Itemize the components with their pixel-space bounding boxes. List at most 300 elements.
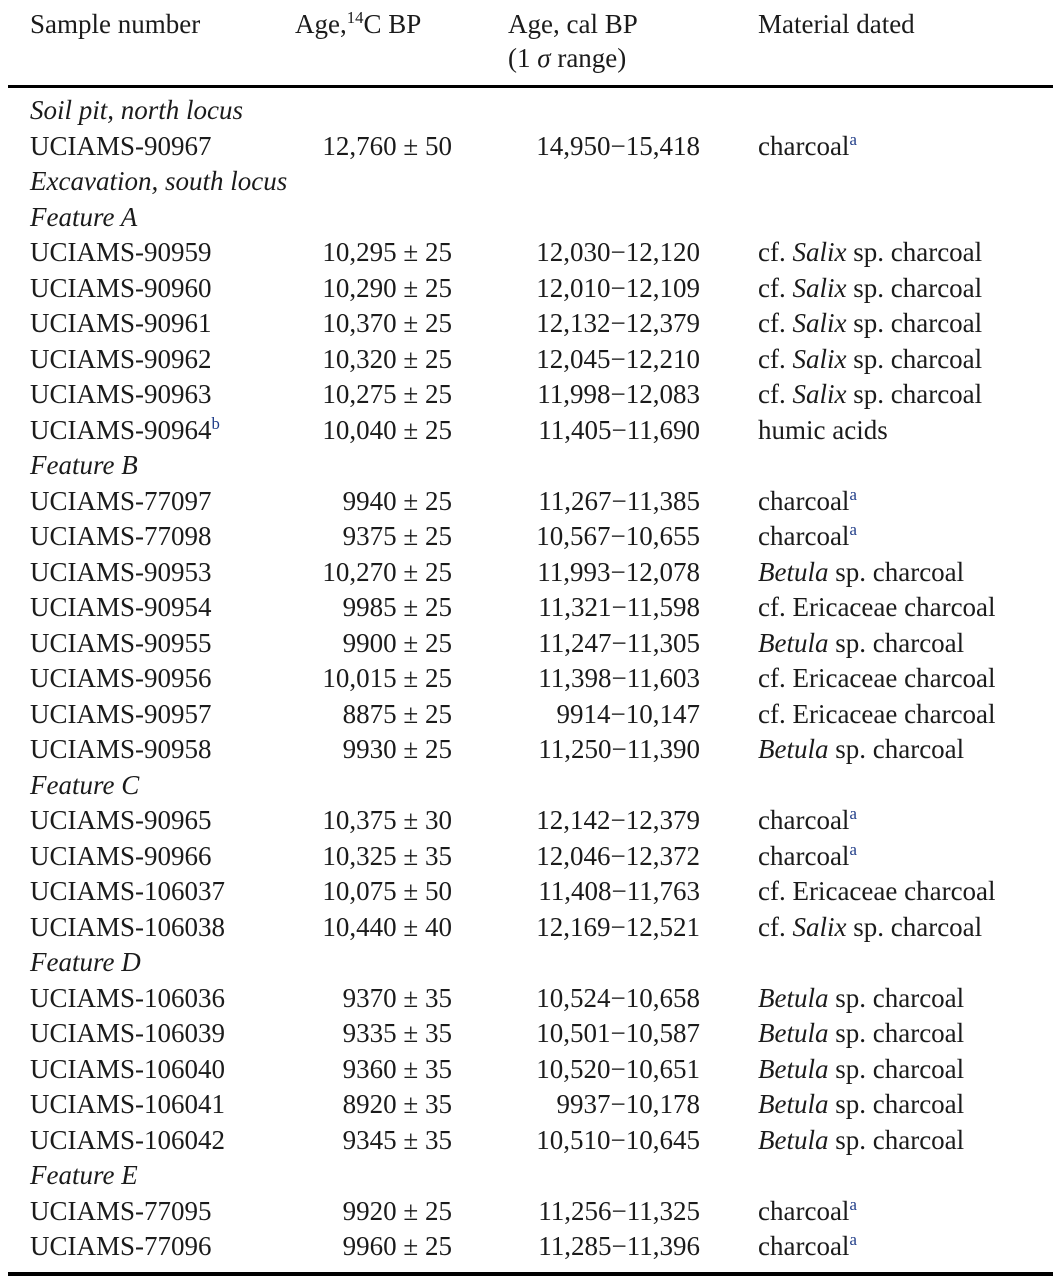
- cell-age-cal-bp: [508, 519, 758, 555]
- text-run: 10,524−10,658: [536, 982, 700, 1013]
- cell-material-dated: [758, 803, 1053, 839]
- text-run: 11,405−11,690: [538, 414, 700, 445]
- footnote-marker[interactable]: a: [849, 520, 857, 539]
- text-run: Betula: [758, 556, 829, 587]
- cell-material-dated: [758, 235, 1053, 271]
- section-label: [8, 448, 1053, 484]
- text-run: Material dated: [758, 9, 915, 39]
- section-label: [8, 87, 1053, 129]
- cell-age-cal-bp: [508, 1087, 758, 1123]
- text-run: UCIAMS-90958: [30, 734, 212, 764]
- section-label: [8, 164, 1053, 200]
- section-row: [8, 87, 1053, 129]
- cell-material-dated: [758, 910, 1053, 946]
- text-run: charcoal: [758, 1231, 850, 1261]
- text-run: UCIAMS-77095: [30, 1195, 212, 1226]
- cell-age-14c-bp: [295, 981, 508, 1017]
- text-run: 9930 ± 25: [342, 734, 452, 764]
- text-run: humic acids: [758, 414, 888, 445]
- data-row: [8, 661, 1053, 697]
- superscript: 14: [346, 8, 364, 27]
- cell-material-dated: [758, 590, 1053, 626]
- cell-age-14c-bp: [295, 874, 508, 910]
- text-run: sp. charcoal: [846, 308, 983, 338]
- text-run: UCIAMS-90966: [30, 840, 212, 871]
- text-run: 9345 ± 35: [342, 1124, 452, 1155]
- text-run: 9900 ± 25: [342, 627, 452, 658]
- text-run: sp. charcoal: [828, 982, 965, 1013]
- cell-sample-number: [8, 874, 295, 910]
- footnote-marker[interactable]: a: [849, 484, 857, 504]
- text-run: Feature A: [30, 201, 138, 232]
- text-run: UCIAMS-106038: [30, 911, 226, 942]
- cell-age-14c-bp: [295, 235, 508, 271]
- text-run: charcoal: [758, 805, 850, 835]
- text-run: UCIAMS-90955: [30, 627, 212, 658]
- cell-material-dated: [758, 1052, 1053, 1088]
- text-run: 10,320 ± 25: [322, 343, 452, 374]
- cell-age-cal-bp: [508, 839, 758, 875]
- cell-sample-number: [8, 306, 295, 342]
- cell-sample-number: [8, 555, 295, 591]
- cell-age-cal-bp: [508, 1052, 758, 1088]
- text-run: UCIAMS-106041: [30, 1089, 226, 1119]
- data-row: [8, 377, 1053, 413]
- cell-age-cal-bp: [508, 874, 758, 910]
- cell-age-14c-bp: [295, 1087, 508, 1123]
- section-label: [8, 768, 1053, 804]
- text-run: Betula: [758, 627, 829, 658]
- data-row: [8, 1123, 1053, 1159]
- data-row: [8, 839, 1053, 875]
- text-run: 11,321−11,598: [538, 592, 700, 622]
- text-run: UCIAMS-106036: [30, 982, 226, 1013]
- cell-age-14c-bp: [295, 732, 508, 768]
- cell-material-dated: [758, 981, 1053, 1017]
- cell-sample-number: [8, 839, 295, 875]
- text-run: Betula: [758, 1053, 829, 1084]
- text-run: cf.: [758, 379, 793, 409]
- data-row: [8, 981, 1053, 1017]
- section-row: [8, 200, 1053, 236]
- text-run: sp. charcoal: [846, 911, 983, 942]
- text-run: UCIAMS-90959: [30, 237, 212, 267]
- text-run: 9914−10,147: [556, 698, 700, 729]
- text-run: 9370 ± 35: [342, 982, 452, 1013]
- cell-sample-number: [8, 413, 295, 449]
- text-run: 12,132−12,379: [536, 308, 700, 338]
- cell-material-dated: [758, 519, 1053, 555]
- data-row: [8, 129, 1053, 165]
- cell-age-cal-bp: [508, 129, 758, 165]
- text-run: 12,760 ± 50: [322, 130, 452, 161]
- cell-age-cal-bp: [508, 484, 758, 520]
- data-row: [8, 1194, 1053, 1230]
- text-run: 10,290 ± 25: [322, 272, 452, 303]
- cell-age-14c-bp: [295, 803, 508, 839]
- text-run: UCIAMS-77098: [30, 521, 212, 551]
- cell-material-dated: [758, 555, 1053, 591]
- cell-age-14c-bp: [295, 590, 508, 626]
- cell-sample-number: [8, 697, 295, 733]
- text-run: UCIAMS-77096: [30, 1231, 212, 1261]
- cell-sample-number: [8, 271, 295, 307]
- text-run: cf.: [758, 343, 793, 374]
- section-row: [8, 768, 1053, 804]
- cell-material-dated: [758, 1123, 1053, 1159]
- text-run: sp. charcoal: [846, 379, 983, 409]
- text-run: sp. charcoal: [828, 1018, 965, 1048]
- text-run: charcoal: [758, 521, 850, 551]
- text-run: 11,408−11,763: [538, 876, 700, 906]
- cell-age-cal-bp: [508, 1016, 758, 1052]
- cell-sample-number: [8, 484, 295, 520]
- text-run: Salix: [792, 343, 847, 374]
- text-run: Salix: [792, 379, 847, 409]
- radiocarbon-dates-table: [8, 0, 1053, 1276]
- column-header-age-cal-bp: [508, 0, 758, 87]
- text-run: UCIAMS-90964: [30, 414, 212, 445]
- text-run: UCIAMS-90963: [30, 379, 212, 409]
- text-run: 11,285−11,396: [538, 1231, 700, 1261]
- data-row: [8, 271, 1053, 307]
- cell-material-dated: [758, 342, 1053, 378]
- data-row: [8, 235, 1053, 271]
- text-run: cf.: [758, 308, 793, 338]
- text-run: UCIAMS-106039: [30, 1018, 226, 1048]
- footnote-marker[interactable]: a: [849, 839, 857, 859]
- cell-material-dated: [758, 377, 1053, 413]
- text-run: Age, cal BP: [508, 9, 638, 39]
- text-run: Betula: [758, 1124, 829, 1155]
- cell-sample-number: [8, 1194, 295, 1230]
- footnote-marker[interactable]: a: [849, 1194, 857, 1214]
- text-run: 9335 ± 35: [342, 1018, 452, 1048]
- cell-sample-number: [8, 1016, 295, 1052]
- cell-sample-number: [8, 661, 295, 697]
- cell-age-cal-bp: [508, 626, 758, 662]
- cell-material-dated: [758, 1016, 1053, 1052]
- cell-age-cal-bp: [508, 732, 758, 768]
- cell-age-14c-bp: [295, 1016, 508, 1052]
- cell-age-cal-bp: [508, 661, 758, 697]
- cell-age-cal-bp: [508, 590, 758, 626]
- cell-age-cal-bp: [508, 1229, 758, 1274]
- cell-age-14c-bp: [295, 555, 508, 591]
- text-run: 12,030−12,120: [536, 237, 700, 267]
- footnote-marker[interactable]: a: [849, 1230, 857, 1249]
- column-header-material-dated: [758, 0, 1053, 87]
- text-run: sp. charcoal: [828, 734, 965, 764]
- section-row: [8, 448, 1053, 484]
- cell-sample-number: [8, 1087, 295, 1123]
- cell-age-14c-bp: [295, 1123, 508, 1159]
- data-row: [8, 1052, 1053, 1088]
- section-row: [8, 1158, 1053, 1194]
- text-run: 10,567−10,655: [536, 521, 700, 551]
- cell-age-cal-bp: [508, 697, 758, 733]
- column-header-sample-number: [8, 0, 295, 87]
- text-run: UCIAMS-90956: [30, 663, 212, 693]
- cell-sample-number: [8, 342, 295, 378]
- text-run: 11,267−11,385: [538, 485, 700, 516]
- text-run: Betula: [758, 734, 829, 764]
- data-row: [8, 590, 1053, 626]
- text-run: 10,510−10,645: [536, 1124, 700, 1155]
- text-run: 8920 ± 35: [342, 1089, 452, 1119]
- text-run: sp. charcoal: [846, 237, 983, 267]
- text-run: cf. Ericaceae charcoal: [758, 698, 996, 729]
- section-row: [8, 945, 1053, 981]
- text-run: UCIAMS-90957: [30, 698, 212, 729]
- text-run: cf. Ericaceae charcoal: [758, 592, 996, 622]
- cell-age-14c-bp: [295, 519, 508, 555]
- cell-sample-number: [8, 590, 295, 626]
- footnote-marker[interactable]: a: [849, 804, 857, 823]
- data-row: [8, 306, 1053, 342]
- cell-age-14c-bp: [295, 1194, 508, 1230]
- text-run: UCIAMS-90960: [30, 272, 212, 303]
- text-run: Betula: [758, 982, 829, 1013]
- text-run: cf.: [758, 272, 793, 303]
- cell-age-cal-bp: [508, 271, 758, 307]
- cell-age-14c-bp: [295, 377, 508, 413]
- footnote-marker[interactable]: a: [849, 129, 857, 149]
- data-row: [8, 342, 1053, 378]
- text-run: sp. charcoal: [846, 343, 983, 374]
- cell-sample-number: [8, 910, 295, 946]
- text-run: 10,275 ± 25: [322, 379, 452, 409]
- text-run: C BP: [363, 9, 422, 39]
- cell-age-cal-bp: [508, 981, 758, 1017]
- text-run: 9940 ± 25: [342, 485, 452, 516]
- text-run: 10,520−10,651: [536, 1053, 700, 1084]
- text-run: UCIAMS-90967: [30, 130, 212, 161]
- cell-material-dated: [758, 129, 1053, 165]
- text-run: range): [550, 43, 627, 73]
- text-run: 11,256−11,325: [538, 1195, 700, 1226]
- cell-age-cal-bp: [508, 1194, 758, 1230]
- cell-material-dated: [758, 732, 1053, 768]
- text-run: Soil pit, north locus: [30, 95, 244, 125]
- text-run: 10,375 ± 30: [322, 805, 452, 835]
- cell-material-dated: [758, 626, 1053, 662]
- text-run: 10,015 ± 25: [322, 663, 452, 693]
- cell-age-14c-bp: [295, 626, 508, 662]
- text-run: 12,169−12,521: [536, 911, 700, 942]
- text-run: UCIAMS-90954: [30, 592, 212, 622]
- text-run: 12,142−12,379: [536, 805, 700, 835]
- header-row: [8, 0, 1053, 87]
- text-run: 9937−10,178: [556, 1089, 700, 1119]
- cell-material-dated: [758, 484, 1053, 520]
- cell-age-cal-bp: [508, 235, 758, 271]
- text-run: 10,075 ± 50: [322, 876, 452, 906]
- text-run: Betula: [758, 1018, 829, 1048]
- text-run: σ: [537, 43, 551, 73]
- data-row: [8, 519, 1053, 555]
- cell-sample-number: [8, 1052, 295, 1088]
- cell-material-dated: [758, 1194, 1053, 1230]
- text-run: 11,398−11,603: [538, 663, 700, 693]
- text-run: UCIAMS-106037: [30, 876, 226, 906]
- text-run: 10,295 ± 25: [322, 237, 452, 267]
- cell-age-cal-bp: [508, 910, 758, 946]
- text-run: UCIAMS-106042: [30, 1124, 226, 1155]
- cell-age-14c-bp: [295, 910, 508, 946]
- text-run: Age,: [295, 9, 347, 39]
- cell-material-dated: [758, 413, 1053, 449]
- text-run: Betula: [758, 1089, 829, 1119]
- text-run: UCIAMS-77097: [30, 485, 212, 516]
- cell-material-dated: [758, 874, 1053, 910]
- text-run: 11,250−11,390: [538, 734, 700, 764]
- text-run: 9920 ± 25: [342, 1195, 452, 1226]
- text-run: Salix: [792, 272, 847, 303]
- text-run: charcoal: [758, 840, 850, 871]
- cell-material-dated: [758, 1087, 1053, 1123]
- data-row: [8, 732, 1053, 768]
- text-run: 9375 ± 25: [342, 521, 452, 551]
- text-run: Feature E: [30, 1160, 138, 1190]
- text-run: cf. Ericaceae charcoal: [758, 876, 996, 906]
- cell-age-cal-bp: [508, 1123, 758, 1159]
- cell-sample-number: [8, 519, 295, 555]
- table-header: [8, 0, 1053, 87]
- cell-material-dated: [758, 1229, 1053, 1274]
- text-run: UCIAMS-90961: [30, 308, 212, 338]
- cell-age-14c-bp: [295, 484, 508, 520]
- text-run: UCIAMS-90953: [30, 556, 212, 587]
- text-run: sp. charcoal: [846, 272, 983, 303]
- cell-age-cal-bp: [508, 413, 758, 449]
- cell-age-14c-bp: [295, 697, 508, 733]
- data-row: [8, 910, 1053, 946]
- section-row: [8, 164, 1053, 200]
- cell-age-14c-bp: [295, 661, 508, 697]
- section-label: [8, 945, 1053, 981]
- cell-sample-number: [8, 1229, 295, 1274]
- cell-age-14c-bp: [295, 129, 508, 165]
- text-run: UCIAMS-90965: [30, 805, 212, 835]
- text-run: 10,440 ± 40: [322, 911, 452, 942]
- cell-age-14c-bp: [295, 306, 508, 342]
- text-run: (1: [508, 43, 538, 73]
- text-run: Salix: [792, 911, 847, 942]
- cell-age-cal-bp: [508, 555, 758, 591]
- text-run: 8875 ± 25: [342, 698, 452, 729]
- text-run: sp. charcoal: [828, 556, 965, 587]
- data-row: [8, 803, 1053, 839]
- text-run: 10,325 ± 35: [322, 840, 452, 871]
- data-row: [8, 1087, 1053, 1123]
- text-run: charcoal: [758, 130, 850, 161]
- cell-age-14c-bp: [295, 1052, 508, 1088]
- cell-age-14c-bp: [295, 271, 508, 307]
- data-row: [8, 874, 1053, 910]
- text-run: 10,370 ± 25: [322, 308, 452, 338]
- text-run: sp. charcoal: [828, 1089, 965, 1119]
- cell-age-14c-bp: [295, 342, 508, 378]
- text-run: sp. charcoal: [828, 1124, 965, 1155]
- text-run: cf. Ericaceae charcoal: [758, 663, 996, 693]
- text-run: Feature D: [30, 947, 141, 977]
- cell-sample-number: [8, 235, 295, 271]
- text-run: Salix: [792, 237, 847, 267]
- data-row: [8, 1229, 1053, 1274]
- section-label: [8, 1158, 1053, 1194]
- cell-material-dated: [758, 661, 1053, 697]
- text-run: Excavation, south locus: [30, 166, 288, 196]
- cell-age-14c-bp: [295, 839, 508, 875]
- cell-age-cal-bp: [508, 342, 758, 378]
- text-run: 12,045−12,210: [536, 343, 700, 374]
- cell-material-dated: [758, 697, 1053, 733]
- cell-age-cal-bp: [508, 377, 758, 413]
- text-run: UCIAMS-90962: [30, 343, 212, 374]
- text-run: Feature C: [30, 769, 140, 800]
- text-run: 11,993−12,078: [537, 556, 700, 587]
- cell-age-cal-bp: [508, 803, 758, 839]
- text-run: 10,040 ± 25: [322, 414, 452, 445]
- cell-sample-number: [8, 626, 295, 662]
- data-row: [8, 555, 1053, 591]
- cell-age-14c-bp: [295, 413, 508, 449]
- section-label: [8, 200, 1053, 236]
- data-row: [8, 626, 1053, 662]
- text-run: cf.: [758, 911, 793, 942]
- text-run: sp. charcoal: [828, 1053, 965, 1084]
- text-run: 11,998−12,083: [537, 379, 700, 409]
- text-run: Sample number: [30, 9, 201, 39]
- cell-sample-number: [8, 377, 295, 413]
- cell-sample-number: [8, 129, 295, 165]
- cell-age-cal-bp: [508, 306, 758, 342]
- cell-sample-number: [8, 1123, 295, 1159]
- text-run: 9985 ± 25: [342, 592, 452, 622]
- text-run: 12,010−12,109: [536, 272, 700, 303]
- table-body: [8, 87, 1053, 1274]
- cell-sample-number: [8, 732, 295, 768]
- text-run: 9960 ± 25: [342, 1231, 452, 1261]
- text-run: 12,046−12,372: [536, 840, 700, 871]
- text-run: Feature B: [30, 450, 138, 480]
- cell-material-dated: [758, 306, 1053, 342]
- text-run: Salix: [792, 308, 847, 338]
- text-run: charcoal: [758, 1195, 850, 1226]
- text-run: 10,270 ± 25: [322, 556, 452, 587]
- text-run: 10,501−10,587: [536, 1018, 700, 1048]
- data-row: [8, 413, 1053, 449]
- footnote-marker[interactable]: b: [211, 413, 220, 433]
- cell-material-dated: [758, 271, 1053, 307]
- text-run: 9360 ± 35: [342, 1053, 452, 1084]
- cell-sample-number: [8, 803, 295, 839]
- column-header-age-14c-bp: [295, 0, 508, 87]
- cell-age-14c-bp: [295, 1229, 508, 1274]
- data-row: [8, 1016, 1053, 1052]
- data-row: [8, 484, 1053, 520]
- text-run: sp. charcoal: [828, 627, 965, 658]
- text-run: 14,950−15,418: [536, 130, 700, 161]
- text-run: 11,247−11,305: [538, 627, 700, 658]
- text-run: UCIAMS-106040: [30, 1053, 226, 1084]
- cell-material-dated: [758, 839, 1053, 875]
- cell-sample-number: [8, 981, 295, 1017]
- text-run: charcoal: [758, 485, 850, 516]
- text-run: cf.: [758, 237, 793, 267]
- data-row: [8, 697, 1053, 733]
